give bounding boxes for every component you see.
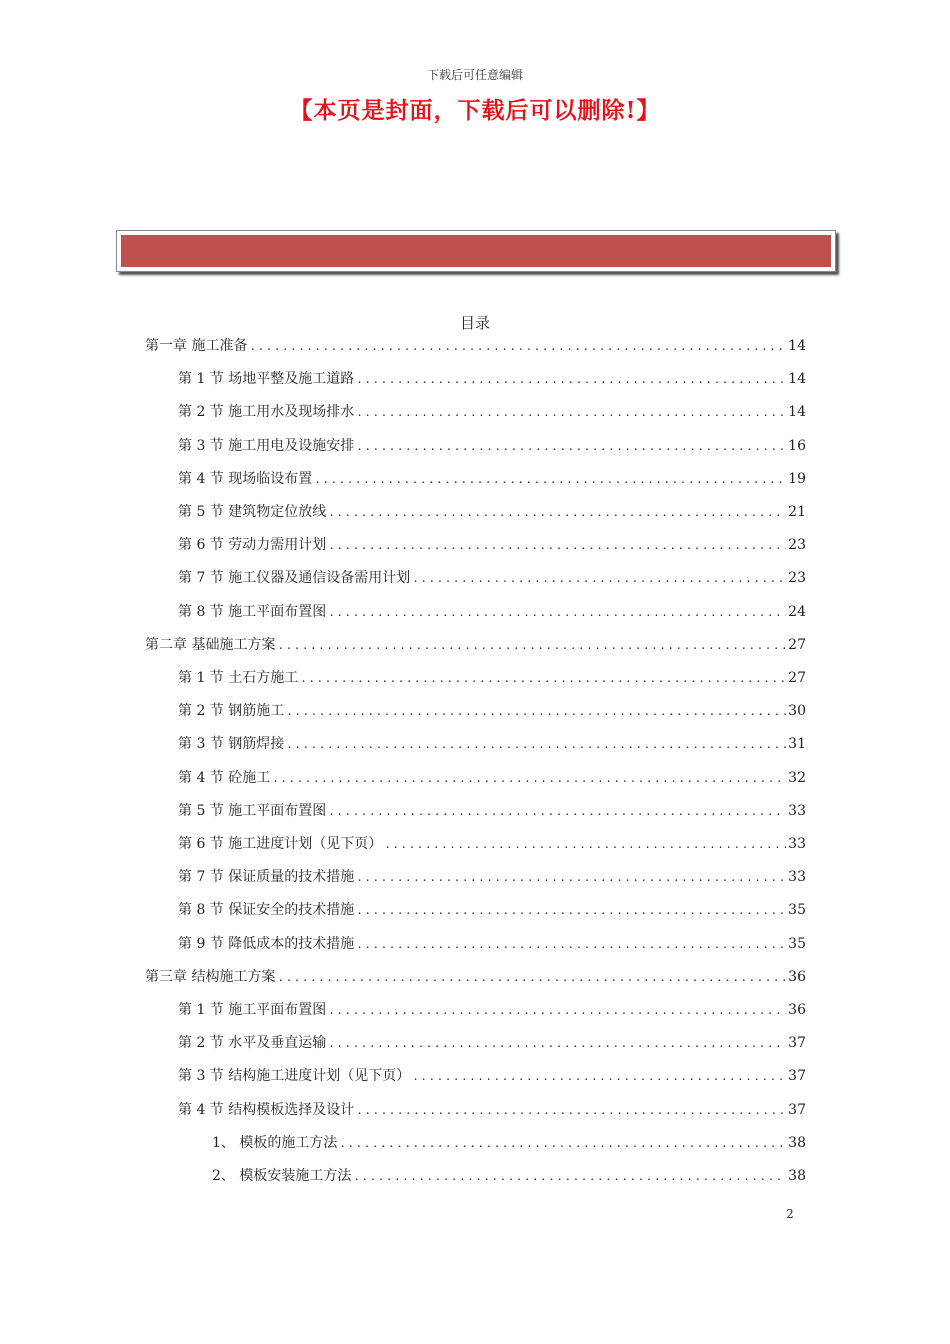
toc-entry-page: 38 xyxy=(788,1134,806,1151)
toc-entry-page: 23 xyxy=(788,537,806,554)
toc-entry-label: 第 7 节 施工仪器及通信设备需用计划 xyxy=(178,570,411,587)
toc-entry-page: 33 xyxy=(788,836,806,852)
toc-entry-label: 2、 模板安装施工方法 xyxy=(212,1168,352,1184)
toc-leader-dots xyxy=(328,795,786,828)
header-note: 下载后可任意编辑 xyxy=(426,68,523,82)
toc-entry[interactable] xyxy=(178,662,806,695)
toc-entry-page: 27 xyxy=(788,636,806,653)
toc-entry-label: 第三章 结构施工方案 xyxy=(145,968,276,985)
toc-entry-page: 37 xyxy=(788,1035,806,1052)
toc-entry-label: 第二章 基础施工方案 xyxy=(145,636,276,653)
toc-entry-label: 第 2 节 水平及垂直运输 xyxy=(178,1035,327,1052)
toc-entry-page: 14 xyxy=(788,404,806,421)
toc-entry-label: 第 6 节 劳动力需用计划 xyxy=(178,537,327,554)
toc-leader-dots xyxy=(412,1060,786,1093)
toc-entry[interactable] xyxy=(178,529,806,562)
toc-leader-dots xyxy=(356,928,786,961)
toc-leader-dots xyxy=(328,1027,786,1060)
cover-banner-bar xyxy=(121,235,831,267)
toc-entry[interactable] xyxy=(145,330,806,363)
toc-entry[interactable] xyxy=(212,1127,806,1160)
toc-entry[interactable] xyxy=(178,795,806,828)
toc-entry-page: 14 xyxy=(788,338,806,354)
toc-entry[interactable] xyxy=(178,596,806,629)
toc-entry-page: 30 xyxy=(788,703,806,720)
toc-leader-dots xyxy=(356,894,786,927)
toc-entry[interactable] xyxy=(178,1060,806,1093)
toc-leader-dots xyxy=(356,430,786,463)
toc-leader-dots xyxy=(339,1127,786,1160)
toc-leader-dots xyxy=(277,961,786,994)
toc-entry-page: 16 xyxy=(788,437,806,454)
toc-entry-page: 36 xyxy=(788,1002,806,1018)
toc-entry[interactable] xyxy=(178,828,806,861)
cover-banner xyxy=(116,230,836,272)
toc-leader-dots xyxy=(249,330,786,363)
toc-entry-page: 33 xyxy=(788,869,806,886)
toc-entry[interactable] xyxy=(178,928,806,961)
toc-entry-label: 第 1 节 场地平整及施工道路 xyxy=(178,371,355,388)
toc-entry-label: 第 9 节 降低成本的技术措施 xyxy=(178,935,355,952)
toc-leader-dots xyxy=(286,728,786,761)
toc-entry[interactable] xyxy=(178,695,806,728)
toc-entry[interactable] xyxy=(178,994,806,1027)
toc-entry-label: 第 1 节 施工平面布置图 xyxy=(178,1002,327,1018)
toc-entry-page: 24 xyxy=(788,603,806,620)
toc-leader-dots xyxy=(412,562,786,595)
toc-entry-label: 第 3 节 结构施工进度计划（见下页） xyxy=(178,1068,411,1085)
toc-entry-label: 第 2 节 钢筋施工 xyxy=(178,703,285,720)
page-number: 2 xyxy=(786,1207,794,1221)
toc-entry-label: 第 7 节 保证质量的技术措施 xyxy=(178,869,355,886)
toc-entry-label: 第 5 节 施工平面布置图 xyxy=(178,802,327,819)
toc-entry-page: 36 xyxy=(788,968,806,985)
toc-leader-dots xyxy=(300,662,786,695)
toc-leader-dots xyxy=(328,529,786,562)
toc-entry-label: 第 6 节 施工进度计划（见下页） xyxy=(178,836,383,852)
toc-entry-label: 第 5 节 建筑物定位放线 xyxy=(178,504,327,520)
toc-entry-page: 21 xyxy=(788,504,806,520)
toc-entry[interactable] xyxy=(145,961,806,994)
toc-entry-page: 33 xyxy=(788,802,806,819)
toc-entry-page: 35 xyxy=(788,902,806,919)
toc-entry-label: 第 1 节 土石方施工 xyxy=(178,670,299,686)
toc-leader-dots xyxy=(314,463,786,496)
toc-entry-label: 第 3 节 施工用电及设施安排 xyxy=(178,437,355,454)
toc-entry[interactable] xyxy=(178,430,806,463)
toc-entry-page: 35 xyxy=(788,935,806,952)
toc-leader-dots xyxy=(356,363,786,396)
toc-entry[interactable] xyxy=(178,894,806,927)
toc-entry-page: 31 xyxy=(788,736,806,753)
toc-leader-dots xyxy=(356,1094,786,1127)
toc-leader-dots xyxy=(328,596,786,629)
toc-entry[interactable] xyxy=(178,1094,806,1127)
toc-entry-page: 23 xyxy=(788,570,806,587)
toc-leader-dots xyxy=(353,1160,786,1193)
toc-entry[interactable] xyxy=(212,1160,806,1193)
toc-entry-label: 第一章 施工准备 xyxy=(145,338,248,354)
toc-leader-dots xyxy=(356,861,786,894)
toc-entry-page: 27 xyxy=(788,670,806,686)
toc-entry-page: 32 xyxy=(788,769,806,786)
toc-entry-label: 第 4 节 砼施工 xyxy=(178,769,271,786)
toc-entry[interactable] xyxy=(178,396,806,429)
toc-entry[interactable] xyxy=(178,496,806,529)
toc-entry-page: 37 xyxy=(788,1101,806,1118)
toc-entry-label: 第 3 节 钢筋焊接 xyxy=(178,736,285,753)
toc-entry[interactable] xyxy=(178,762,806,795)
toc-entry[interactable] xyxy=(178,861,806,894)
toc-entry[interactable] xyxy=(145,629,806,662)
toc-entry[interactable] xyxy=(178,463,806,496)
toc-entry-page: 38 xyxy=(788,1168,806,1184)
toc-entry-label: 第 2 节 施工用水及现场排水 xyxy=(178,404,355,421)
toc-leader-dots xyxy=(277,629,786,662)
cover-notice: 【本页是封面，下载后可以删除!】 xyxy=(289,97,661,124)
toc-entry-page: 37 xyxy=(788,1068,806,1085)
toc-entry-page: 14 xyxy=(788,371,806,388)
toc-entry-label: 第 4 节 结构模板选择及设计 xyxy=(178,1101,355,1118)
toc-entry-label: 第 4 节 现场临设布置 xyxy=(178,470,313,487)
toc-leader-dots xyxy=(286,695,786,728)
toc-entry[interactable] xyxy=(178,562,806,595)
toc-leader-dots xyxy=(328,496,786,529)
toc-entry[interactable] xyxy=(178,728,806,761)
toc-entry-label: 1、 模板的施工方法 xyxy=(212,1134,338,1151)
toc-leader-dots xyxy=(356,396,786,429)
toc-entry-label: 第 8 节 施工平面布置图 xyxy=(178,603,327,620)
toc-title: 目录 xyxy=(459,314,490,332)
toc-entry-page: 19 xyxy=(788,470,806,487)
toc-entry-label: 第 8 节 保证安全的技术措施 xyxy=(178,902,355,919)
toc-leader-dots xyxy=(384,828,786,861)
toc-leader-dots xyxy=(272,762,786,795)
toc-entry[interactable] xyxy=(178,363,806,396)
toc-entry[interactable] xyxy=(178,1027,806,1060)
toc-leader-dots xyxy=(328,994,786,1027)
